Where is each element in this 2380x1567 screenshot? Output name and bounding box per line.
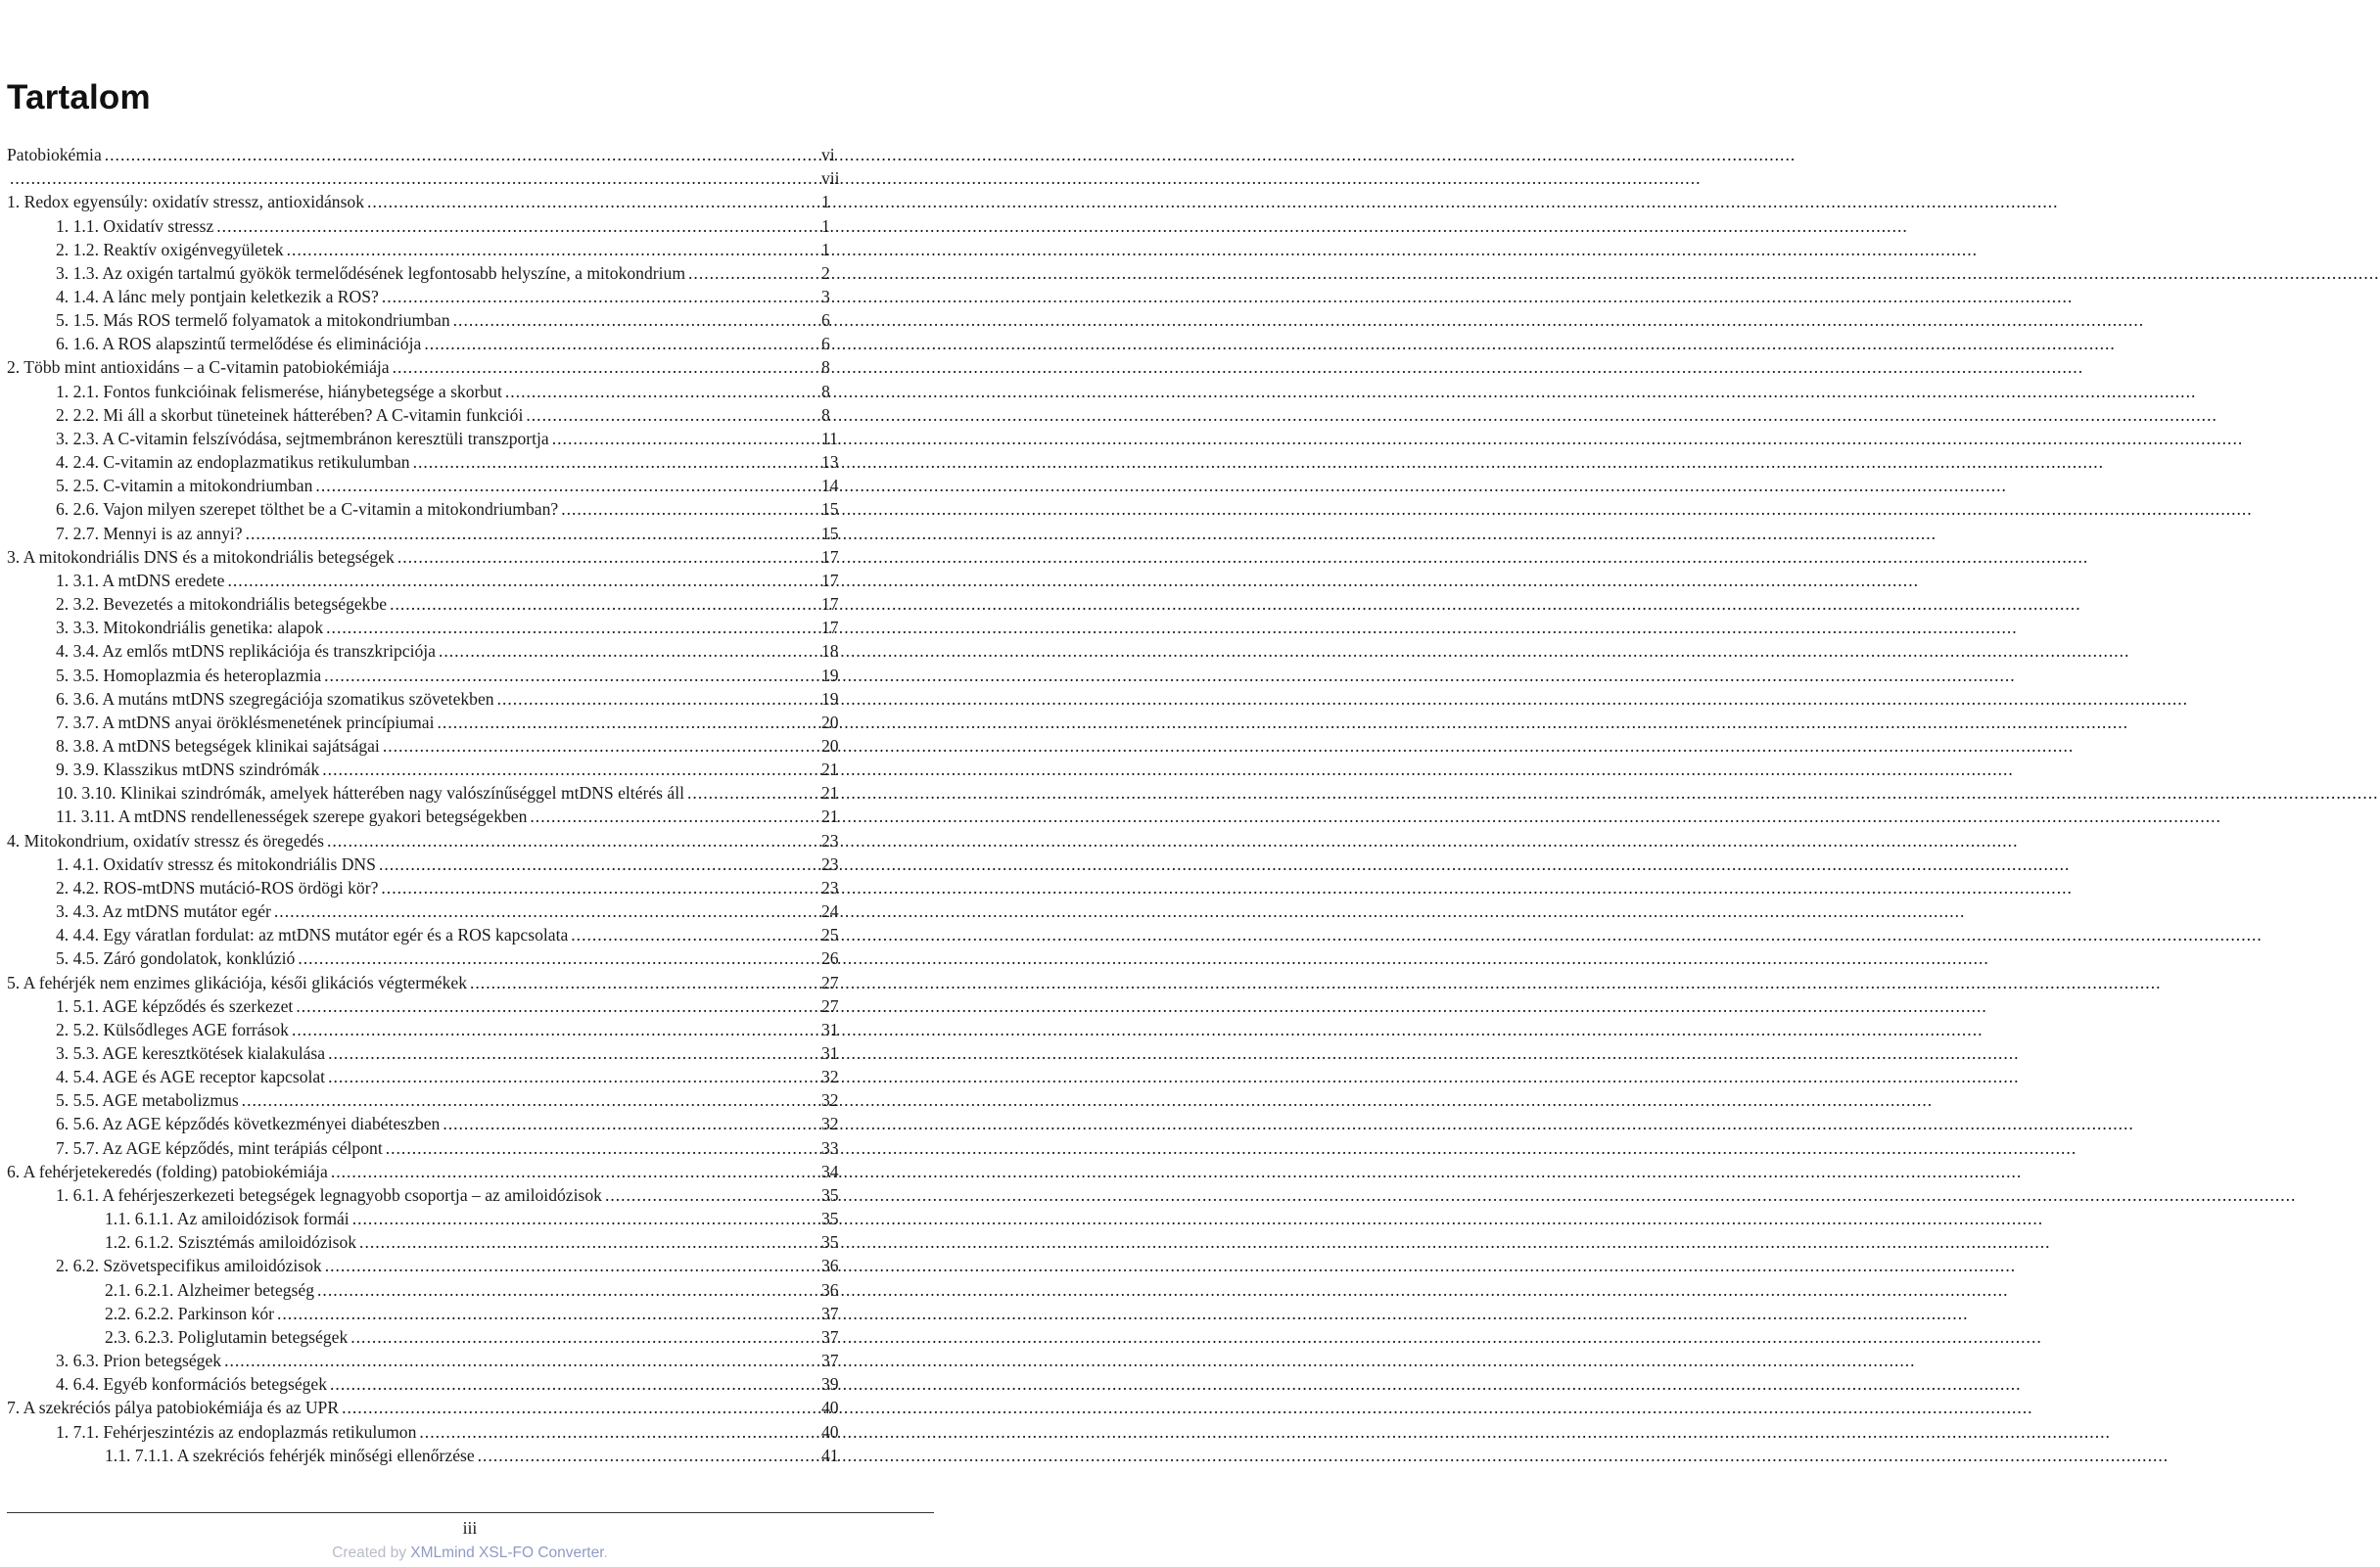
toc-entry-label[interactable]: 5. 5.5. AGE metabolizmus — [56, 1090, 239, 1111]
toc-entry[interactable] — [0, 805, 940, 828]
toc-entry-title-area — [0, 1349, 817, 1372]
toc-entry-page-number[interactable]: 36 — [821, 1256, 839, 1276]
toc-entry[interactable] — [0, 1325, 940, 1349]
toc-entry[interactable] — [0, 166, 940, 190]
table-of-contents — [0, 143, 940, 1467]
toc-dot-leader — [386, 1136, 817, 1160]
toc-dot-leader — [470, 971, 817, 994]
toc-dot-leader — [419, 1420, 817, 1444]
toc-entry[interactable] — [0, 190, 940, 213]
toc-entry[interactable] — [0, 687, 940, 711]
toc-entry-title-area — [0, 1160, 817, 1183]
toc-entry[interactable] — [0, 1183, 940, 1207]
toc-entry[interactable] — [0, 1349, 940, 1372]
toc-entry[interactable] — [0, 1160, 940, 1183]
toc-entry-label[interactable]: 1. 2.1. Fontos funkcióinak felismerése, hiánybetegsége a skorbut — [56, 381, 502, 401]
toc-entry[interactable] — [0, 285, 940, 308]
toc-entry-title-area — [0, 1325, 817, 1349]
toc-entry-page-number[interactable]: 35 — [821, 1184, 839, 1205]
toc-entry-label[interactable]: 3. A mitokondriális DNS és a mitokondriális betegségek — [7, 546, 395, 567]
toc-entry-page-number[interactable]: 14 — [821, 476, 839, 496]
toc-entry-label[interactable]: 3. 5.3. AGE keresztkötések kialakulása — [56, 1043, 326, 1064]
toc-entry-title-area — [0, 308, 817, 332]
toc-entry-page-number[interactable]: 32 — [821, 1067, 839, 1087]
toc-entry-page-number[interactable]: 15 — [821, 523, 839, 543]
toc-entry[interactable] — [0, 1065, 940, 1088]
toc-entry[interactable] — [0, 734, 940, 758]
toc-entry-title-area — [0, 1230, 817, 1254]
toc-dot-leader — [292, 1018, 817, 1041]
toc-entry-label[interactable]: 7. 3.7. A mtDNS anyai öröklésmenetének princípiumai — [56, 712, 435, 732]
toc-entry-title-area — [0, 829, 817, 853]
toc-entry-title-area — [0, 1065, 817, 1088]
toc-entry-page-number[interactable]: 1 — [821, 192, 830, 212]
toc-entry-label[interactable]: 5. 1.5. Más ROS termelő folyamatok a mitokondriumban — [56, 310, 450, 331]
toc-entry-title-area — [0, 450, 817, 474]
toc-entry-title-area — [0, 332, 817, 355]
toc-entry[interactable] — [0, 1444, 940, 1467]
toc-dot-leader — [324, 664, 817, 687]
toc-entry[interactable] — [0, 545, 940, 569]
toc-entry-title-area — [0, 497, 817, 521]
toc-entry-label[interactable]: 2. Több mint antioxidáns – a C-vitamin patobiokémiája — [7, 357, 390, 378]
footer-credit-suffix: . — [603, 1544, 608, 1561]
toc-entry[interactable] — [0, 474, 940, 497]
toc-dot-leader — [382, 285, 817, 308]
toc-entry-page-number[interactable]: 17 — [821, 546, 839, 567]
toc-entry-title-area — [0, 214, 817, 238]
toc-dot-leader — [298, 946, 817, 970]
toc-entry-label[interactable]: 3. 2.3. A C-vitamin felszívódása, sejtmembránon keresztüli transzportja — [56, 428, 549, 448]
toc-entry-page-number[interactable]: 21 — [821, 807, 839, 827]
toc-dot-leader — [326, 616, 817, 639]
toc-entry-label[interactable]: 11. 3.11. A mtDNS rendellenességek szerepe gyakori betegségekben — [56, 807, 528, 827]
toc-entry-title-area — [0, 166, 817, 190]
toc-entry-label[interactable]: 3. 6.3. Prion betegségek — [56, 1351, 222, 1371]
toc-entry-label[interactable]: 6. 1.6. A ROS alapszintű termelődése és eliminációja — [56, 334, 422, 354]
toc-entry[interactable] — [0, 1254, 940, 1277]
toc-entry-page-number[interactable]: 25 — [821, 925, 839, 945]
toc-entry[interactable] — [0, 829, 940, 853]
toc-entry-label[interactable]: 4. 4.4. Egy váratlan fordulat: az mtDNS mutátor egér és a ROS kapcsolata — [56, 925, 569, 945]
toc-entry-label[interactable]: 1. 4.1. Oxidatív stressz és mitokondriális DNS — [56, 853, 376, 874]
toc-dot-leader — [315, 474, 817, 497]
toc-entry-title-area — [0, 190, 817, 213]
toc-entry[interactable] — [0, 592, 940, 616]
toc-dot-leader — [105, 143, 817, 166]
toc-entry-title-area — [0, 143, 817, 166]
toc-entry[interactable] — [0, 569, 940, 592]
toc-entry-title-area — [0, 1302, 817, 1325]
toc-entry-page-number[interactable]: 35 — [821, 1209, 839, 1229]
toc-entry[interactable] — [0, 450, 940, 474]
toc-entry[interactable] — [0, 1396, 940, 1419]
toc-entry-label[interactable]: 7. 5.7. Az AGE képződés, mint terápiás célpont — [56, 1137, 383, 1158]
toc-entry[interactable] — [0, 899, 940, 923]
toc-dot-leader — [352, 1207, 817, 1230]
toc-entry-label[interactable]: 2. 3.2. Bevezetés a mitokondriális betegségekbe — [56, 594, 388, 615]
toc-entry-title-area — [0, 1372, 817, 1396]
toc-entry-page-number[interactable]: vii — [821, 168, 840, 189]
toc-entry-label[interactable]: 4. 3.4. Az emlős mtDNS replikációja és transzkripciója — [56, 641, 436, 662]
toc-dot-leader — [571, 923, 817, 946]
toc-entry[interactable] — [0, 355, 940, 379]
toc-entry-page-number[interactable]: 8 — [821, 357, 830, 378]
toc-entry-label[interactable]: 6. 3.6. A mutáns mtDNS szegregációja szomatikus szövetekben — [56, 688, 494, 709]
toc-entry-title-area — [0, 639, 817, 663]
toc-entry-title-area — [0, 923, 817, 946]
toc-entry-label[interactable]: 1. 5.1. AGE képződés és szerkezet — [56, 995, 294, 1016]
toc-dot-leader — [552, 427, 817, 450]
toc-entry-page-number[interactable]: 32 — [821, 1114, 839, 1134]
toc-dot-leader — [397, 545, 817, 569]
footer-page-number: iii — [462, 1518, 478, 1538]
toc-entry-label[interactable]: 2. 5.2. Külsődleges AGE források — [56, 1019, 289, 1039]
toc-entry[interactable] — [0, 946, 940, 970]
toc-entry-label[interactable]: 4. 6.4. Egyéb konformációs betegségek — [56, 1374, 328, 1395]
toc-dot-leader — [296, 994, 817, 1018]
toc-entry-title-area — [0, 1088, 817, 1112]
toc-dot-leader — [505, 380, 817, 403]
toc-entry-page-number[interactable]: 23 — [821, 877, 839, 898]
toc-dot-leader — [342, 1396, 817, 1419]
toc-entry[interactable] — [0, 308, 940, 332]
toc-entry-page-number[interactable]: 41 — [821, 1445, 839, 1465]
toc-entry-page-number[interactable]: 17 — [821, 618, 839, 638]
toc-entry-title-area — [0, 474, 817, 497]
toc-entry-label[interactable]: 5. 2.5. C-vitamin a mitokondriumban — [56, 476, 313, 496]
toc-entry-title-area — [0, 1112, 817, 1135]
toc-dot-leader — [216, 214, 817, 238]
toc-entry[interactable] — [0, 616, 940, 639]
toc-entry[interactable] — [0, 639, 940, 663]
toc-entry-title-area — [0, 1041, 817, 1065]
toc-entry-title-area — [0, 403, 817, 427]
toc-entry-title-area — [0, 1207, 817, 1230]
toc-dot-leader — [367, 190, 817, 213]
toc-entry-page-number[interactable]: 15 — [821, 499, 839, 520]
toc-entry-label[interactable]: Patobiokémia — [7, 145, 102, 165]
toc-entry-page-number[interactable]: 31 — [821, 1019, 839, 1039]
toc-entry-title-area — [0, 899, 817, 923]
toc-entry-title-area — [0, 1254, 817, 1277]
toc-entry-label[interactable]: 2. 4.2. ROS-mtDNS mutáció-ROS ördögi kör? — [56, 877, 379, 898]
toc-entry-label[interactable]: 2. 6.2. Szövetspecifikus amiloidózisok — [56, 1256, 322, 1276]
toc-entry-page-number[interactable]: 18 — [821, 641, 839, 662]
toc-entry[interactable] — [0, 876, 940, 899]
toc-dot-leader — [605, 1183, 817, 1207]
toc-entry-label[interactable]: 2.2. 6.2.2. Parkinson kór — [105, 1303, 274, 1323]
toc-entry[interactable] — [0, 711, 940, 734]
toc-entry-page-number[interactable]: 2 — [821, 262, 830, 283]
toc-entry-title-area — [0, 734, 817, 758]
toc-entry[interactable] — [0, 1302, 940, 1325]
toc-entry-page-number[interactable]: 26 — [821, 948, 839, 969]
toc-entry[interactable] — [0, 1372, 940, 1396]
toc-entry[interactable] — [0, 403, 940, 427]
toc-entry-page-number[interactable]: 20 — [821, 712, 839, 732]
toc-entry[interactable] — [0, 427, 940, 450]
toc-entry-title-area — [0, 1444, 817, 1467]
toc-entry-title-area — [0, 758, 817, 781]
toc-entry-label[interactable]: 6. 2.6. Vajon milyen szerepet tölthet be a C-vitamin a mitokondriumban? — [56, 499, 559, 520]
toc-dot-leader — [381, 876, 817, 899]
toc-entry-page-number[interactable]: 40 — [821, 1421, 839, 1442]
toc-dot-leader — [224, 1349, 817, 1372]
toc-dot-leader — [526, 403, 817, 427]
toc-dot-leader — [688, 261, 817, 285]
toc-dot-leader — [328, 1065, 817, 1088]
toc-entry[interactable] — [0, 213, 940, 237]
toc-dot-leader — [246, 522, 817, 545]
toc-dot-leader — [438, 711, 817, 734]
toc-entry[interactable] — [0, 143, 940, 166]
toc-entry[interactable] — [0, 1018, 940, 1041]
toc-entry-label[interactable]: 1. 1.1. Oxidatív stressz — [56, 215, 214, 236]
toc-entry[interactable] — [0, 970, 940, 993]
toc-entry-title-area — [0, 380, 817, 403]
toc-entry[interactable] — [0, 522, 940, 545]
toc-entry-label[interactable]: 4. 5.4. AGE és AGE receptor kapcsolat — [56, 1067, 326, 1087]
footer-credit-brand: XMLmind XSL-FO Converter — [410, 1544, 604, 1561]
toc-entry-title-area — [0, 592, 817, 616]
toc-dot-leader — [497, 687, 817, 711]
toc-entry-title-area — [0, 853, 817, 876]
toc-entry-page-number[interactable]: 17 — [821, 594, 839, 615]
toc-entry[interactable] — [0, 332, 940, 355]
toc-dot-leader — [242, 1088, 817, 1112]
toc-dot-leader — [10, 166, 817, 190]
toc-entry-page-number[interactable]: 27 — [821, 972, 839, 992]
toc-entry-label[interactable]: 5. 3.5. Homoplazmia és heteroplazmia — [56, 665, 322, 685]
toc-entry-label[interactable]: 2. 2.2. Mi áll a skorbut tüneteinek hátterében? A C-vitamin funkciói — [56, 404, 524, 425]
toc-entry[interactable] — [0, 238, 940, 261]
toc-entry-page-number[interactable]: 8 — [821, 381, 830, 401]
toc-entry-title-area — [0, 1183, 817, 1207]
toc-entry-title-area — [0, 1136, 817, 1160]
toc-entry-page-number[interactable]: 13 — [821, 452, 839, 473]
toc-entry-title-area — [0, 1396, 817, 1419]
toc-entry[interactable] — [0, 663, 940, 686]
toc-entry[interactable] — [0, 758, 940, 781]
toc-dot-leader — [478, 1444, 817, 1467]
toc-entry-label[interactable]: 3. 1.3. Az oxigén tartalmú gyökök termelődésének legfontosabb helyszíne, a mitokondrium — [56, 262, 686, 283]
toc-entry-page-number[interactable]: 37 — [821, 1303, 839, 1323]
toc-entry-label[interactable]: 1. 6.1. A fehérjeszerkezeti betegségek legnagyobb csoportja – az amiloidózisok — [56, 1184, 602, 1205]
toc-dot-leader — [687, 781, 817, 805]
toc-entry-title-area — [0, 355, 817, 379]
toc-entry-label[interactable]: 1. 7.1. Fehérjeszintézis az endoplazmás retikulumon — [56, 1421, 417, 1442]
toc-entry-title-area — [0, 261, 817, 285]
toc-entry[interactable] — [0, 781, 940, 805]
toc-entry[interactable] — [0, 994, 940, 1018]
toc-entry-page-number[interactable]: 1 — [821, 215, 830, 236]
toc-entry-page-number[interactable]: 23 — [821, 830, 839, 851]
toc-dot-leader — [530, 805, 817, 828]
page-title: Tartalom — [7, 78, 151, 116]
toc-dot-leader — [287, 238, 817, 261]
toc-entry-page-number[interactable]: 24 — [821, 901, 839, 922]
toc-entry-label[interactable]: 7. 2.7. Mennyi is az annyi? — [56, 523, 243, 543]
toc-entry-title-area — [0, 238, 817, 261]
toc-dot-leader — [322, 758, 817, 781]
toc-dot-leader — [325, 1254, 817, 1277]
toc-entry-page-number[interactable]: 27 — [821, 995, 839, 1016]
toc-entry-title-area — [0, 285, 817, 308]
toc-dot-leader — [443, 1112, 817, 1135]
toc-dot-leader — [393, 355, 817, 379]
toc-entry[interactable] — [0, 1136, 940, 1160]
toc-entry[interactable] — [0, 853, 940, 876]
toc-dot-leader — [327, 829, 817, 853]
toc-entry-title-area — [0, 805, 817, 828]
toc-entry-page-number[interactable]: 3 — [821, 287, 830, 307]
toc-dot-leader — [350, 1325, 817, 1349]
toc-entry-title-area — [0, 616, 817, 639]
toc-entry-label[interactable]: 7. A szekréciós pálya patobiokémiája és az UPR — [7, 1398, 340, 1418]
toc-entry-page-number[interactable]: 11 — [821, 428, 838, 448]
toc-entry-label[interactable]: 1.1. 6.1.1. Az amiloidózisok formái — [105, 1209, 350, 1229]
toc-entry-title-area — [0, 994, 817, 1018]
toc-entry[interactable] — [0, 1112, 940, 1135]
toc-entry[interactable] — [0, 380, 940, 403]
toc-entry-page-number[interactable]: 37 — [821, 1326, 839, 1347]
toc-dot-leader — [390, 592, 817, 616]
toc-dot-leader — [317, 1278, 817, 1302]
toc-entry-label[interactable]: 6. 5.6. Az AGE képződés következményei diabéteszben — [56, 1114, 441, 1134]
toc-entry[interactable] — [0, 1088, 940, 1112]
toc-entry-title-area — [0, 711, 817, 734]
toc-dot-leader — [328, 1041, 817, 1065]
toc-entry-page-number[interactable]: 39 — [821, 1374, 839, 1395]
toc-entry-page-number[interactable]: 1 — [821, 239, 830, 259]
toc-entry-page-number[interactable]: 6 — [821, 310, 830, 331]
toc-entry-label[interactable]: 5. A fehérjék nem enzimes glikációja, késői glikációs végtermékek — [7, 972, 467, 992]
toc-dot-leader — [277, 1302, 817, 1325]
toc-dot-leader — [413, 450, 817, 474]
toc-entry-title-area — [0, 1420, 817, 1444]
footer-divider — [7, 1512, 934, 1513]
toc-entry-label[interactable]: 4. 1.4. A lánc mely pontjain keletkezik a ROS? — [56, 287, 379, 307]
toc-dot-leader — [383, 734, 817, 758]
toc-entry-label[interactable]: 4. 2.4. C-vitamin az endoplazmatikus retikulumban — [56, 452, 410, 473]
toc-entry-label[interactable]: 1.1. 7.1.1. A szekréciós fehérjék minőségi ellenőrzése — [105, 1445, 475, 1465]
toc-entry[interactable] — [0, 1419, 940, 1443]
toc-entry-page-number[interactable]: 31 — [821, 1043, 839, 1064]
toc-entry[interactable] — [0, 1207, 940, 1230]
toc-entry-title-area — [0, 1018, 817, 1041]
toc-entry-page-number[interactable]: vi — [821, 145, 835, 165]
toc-entry[interactable] — [0, 1230, 940, 1254]
toc-dot-leader — [228, 569, 818, 592]
toc-entry-label[interactable]: 1.2. 6.1.2. Szisztémás amiloidózisok — [105, 1232, 357, 1253]
footer-credit-prefix: Created by — [332, 1544, 411, 1561]
toc-entry-title-area — [0, 569, 817, 592]
toc-dot-leader — [359, 1230, 817, 1254]
toc-entry-label[interactable]: 6. A fehérjetekeredés (folding) patobiokémiája — [7, 1161, 328, 1181]
toc-entry-label[interactable]: 2. 1.2. Reaktív oxigénvegyületek — [56, 239, 284, 259]
toc-entry-page-number[interactable]: 23 — [821, 853, 839, 874]
toc-entry-label[interactable]: 10. 3.10. Klinikai szindrómák, amelyek hátterében nagy valószínűséggel mtDNS eltérés áll — [56, 783, 685, 804]
toc-dot-leader — [331, 1160, 817, 1183]
toc-entry-title-area — [0, 427, 817, 450]
toc-dot-leader — [274, 899, 817, 923]
toc-dot-leader — [424, 332, 817, 355]
toc-entry[interactable] — [0, 497, 940, 521]
toc-entry[interactable] — [0, 261, 940, 285]
toc-entry-title-area — [0, 876, 817, 899]
toc-entry-page-number[interactable]: 8 — [821, 404, 830, 425]
toc-entry-label[interactable]: 4. Mitokondrium, oxidatív stressz és öregedés — [7, 830, 324, 851]
toc-entry-page-number[interactable]: 19 — [821, 665, 839, 685]
footer-credit — [0, 1544, 940, 1562]
toc-entry-title-area — [0, 687, 817, 711]
toc-entry-label[interactable]: 3. 3.3. Mitokondriális genetika: alapok — [56, 618, 324, 638]
toc-entry-page-number[interactable]: 21 — [821, 760, 839, 780]
toc-dot-leader — [561, 497, 817, 521]
toc-entry-page-number[interactable]: 19 — [821, 688, 839, 709]
toc-entry-title-area — [0, 522, 817, 545]
toc-entry-page-number[interactable]: 33 — [821, 1137, 839, 1158]
toc-entry-label[interactable]: 2.3. 6.2.3. Poliglutamin betegségek — [105, 1326, 349, 1347]
toc-entry-title-area — [0, 1278, 817, 1302]
toc-entry-label[interactable]: 3. 4.3. Az mtDNS mutátor egér — [56, 901, 271, 922]
toc-entry-page-number[interactable]: 40 — [821, 1398, 839, 1418]
toc-entry[interactable] — [0, 1278, 940, 1302]
toc-entry-page-number[interactable]: 21 — [821, 783, 839, 804]
toc-entry-label[interactable]: 1. 3.1. A mtDNS eredete — [56, 570, 225, 590]
toc-entry[interactable] — [0, 923, 940, 946]
toc-entry-page-number[interactable]: 37 — [821, 1351, 839, 1371]
toc-entry-title-area — [0, 781, 817, 805]
toc-entry-label[interactable]: 9. 3.9. Klasszikus mtDNS szindrómák — [56, 760, 320, 780]
toc-dot-leader — [330, 1372, 817, 1396]
toc-entry-label[interactable]: 2.1. 6.2.1. Alzheimer betegség — [105, 1279, 315, 1300]
toc-entry-label[interactable]: 8. 3.8. A mtDNS betegségek klinikai sajátságai — [56, 735, 380, 756]
toc-entry-page-number[interactable]: 35 — [821, 1232, 839, 1253]
toc-entry-page-number[interactable]: 17 — [821, 570, 839, 590]
toc-entry-title-area — [0, 971, 817, 994]
toc-entry-page-number[interactable]: 36 — [821, 1279, 839, 1300]
toc-entry-title-area — [0, 545, 817, 569]
toc-dot-leader — [379, 853, 817, 876]
toc-entry-title-area — [0, 946, 817, 970]
toc-entry-page-number[interactable]: 32 — [821, 1090, 839, 1111]
toc-entry-page-number[interactable]: 6 — [821, 334, 830, 354]
toc-entry[interactable] — [0, 1041, 940, 1065]
toc-entry-label[interactable]: 1. Redox egyensúly: oxidatív stressz, antioxidánsok — [7, 192, 365, 212]
toc-entry-label[interactable]: 5. 4.5. Záró gondolatok, konklúzió — [56, 948, 296, 969]
toc-dot-leader — [439, 639, 817, 663]
toc-entry-page-number[interactable]: 20 — [821, 735, 839, 756]
toc-entry-page-number[interactable]: 34 — [821, 1161, 839, 1181]
toc-entry-title-area — [0, 664, 817, 687]
toc-dot-leader — [453, 308, 817, 332]
